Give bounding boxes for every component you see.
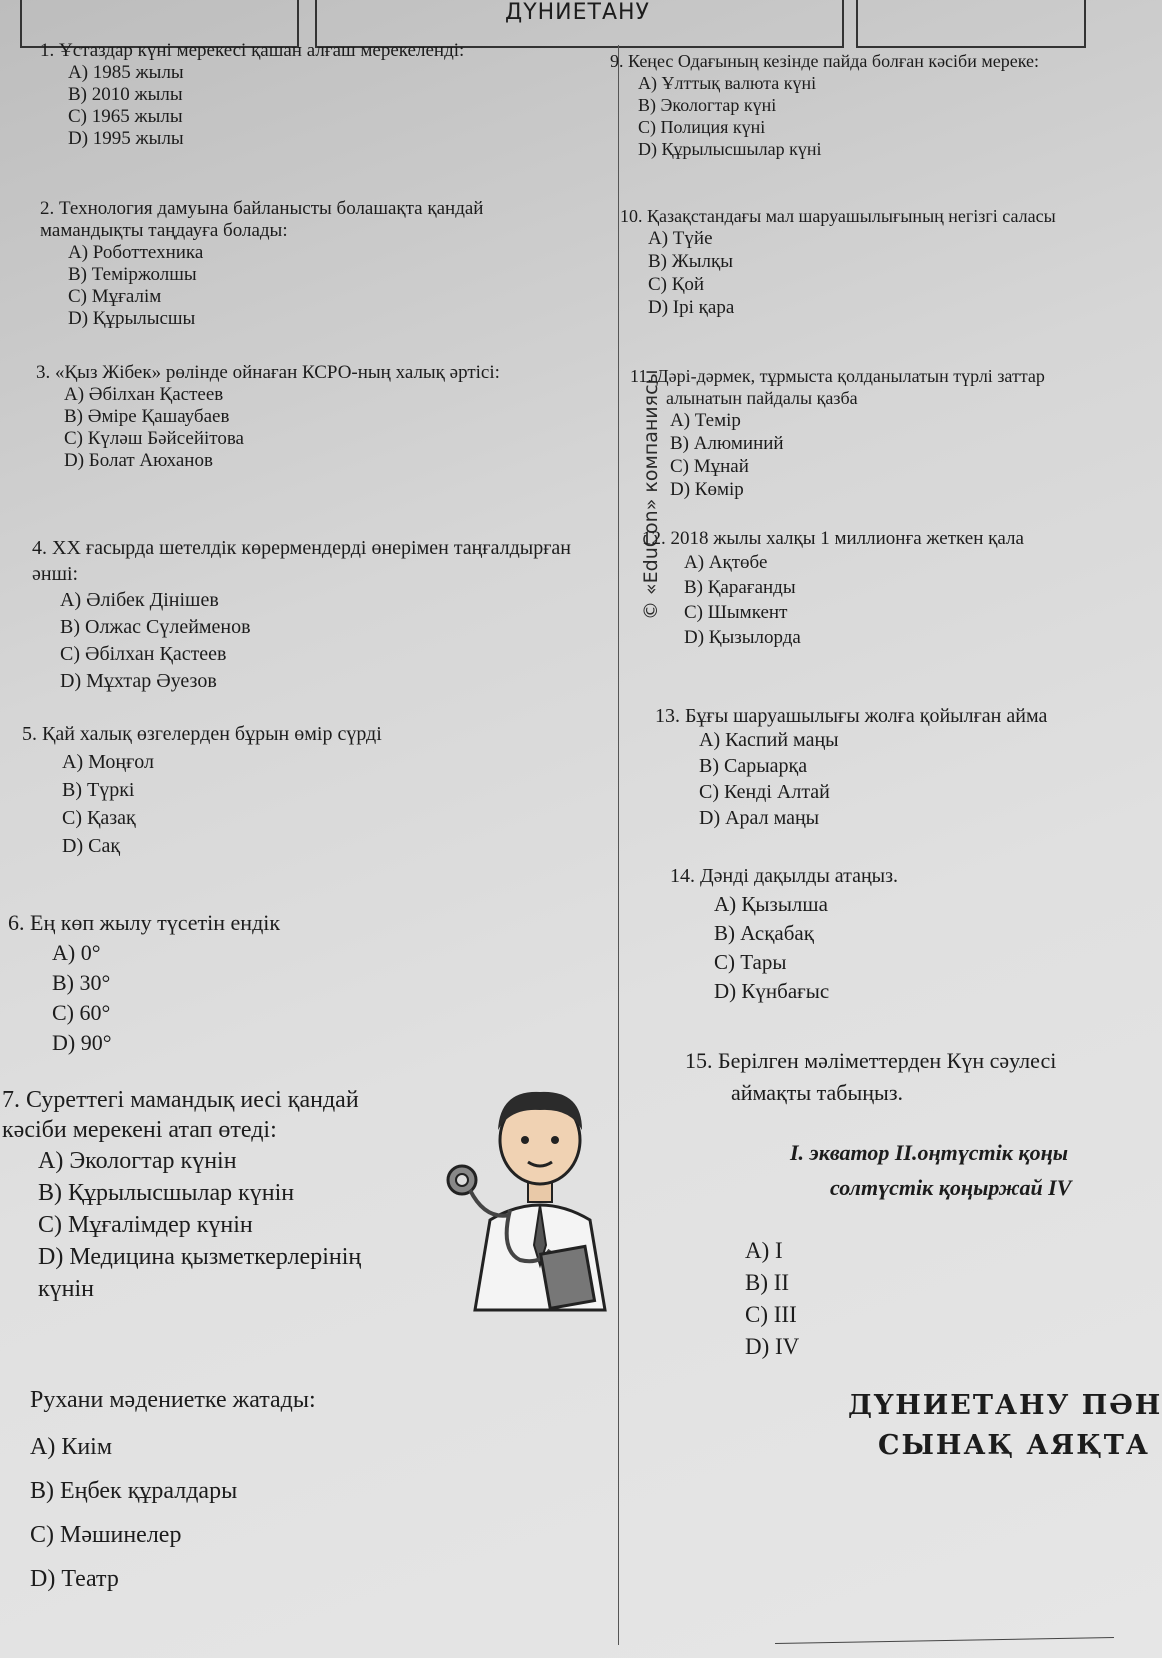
option-c[interactable]: C) Мәшинелер: [30, 1522, 182, 1548]
question-text: 9. Кеңес Одағының кезінде пайда болған кәсіби мереке:: [610, 51, 1039, 71]
question-13: [655, 705, 1114, 831]
question-15: [685, 1045, 1114, 1109]
option-c[interactable]: C) ІІІ: [745, 1302, 797, 1327]
option-d[interactable]: D) Көмір: [670, 479, 744, 500]
option-a[interactable]: A) Каспий маңы: [699, 729, 839, 751]
question-text: 6. Ең көп жылу түсетін ендік: [8, 910, 281, 935]
option-c[interactable]: C) Полиция күні: [638, 117, 766, 137]
option-b[interactable]: B) Теміржолшы: [68, 264, 197, 285]
option-b[interactable]: B) Экологтар күні: [638, 95, 777, 115]
option-c[interactable]: C) Әбілхан Қастеев: [60, 643, 227, 665]
page-title: ДҮНИЕТАНУ: [505, 0, 650, 25]
question-8: [30, 1385, 450, 1601]
option-b[interactable]: B) Қарағанды: [684, 577, 796, 598]
bottom-rule: [775, 1637, 1114, 1644]
option-a[interactable]: A) Қызылша: [714, 892, 828, 916]
option-b[interactable]: B) Құрылысшылар күнін: [38, 1180, 295, 1206]
option-a[interactable]: A) Экологтар күнін: [38, 1148, 237, 1174]
question-text: 5. Қай халық өзгелерден бұрын өмір сүрді: [22, 723, 382, 745]
footer-title-line-1: ДҮНИЕТАНУ ПӘН: [848, 1390, 1162, 1421]
option-b[interactable]: B) Сарыарқа: [699, 755, 808, 777]
option-a[interactable]: A) Ақтөбе: [684, 552, 768, 573]
option-d[interactable]: D) 90°: [52, 1030, 112, 1055]
question-9: [610, 50, 1050, 160]
question-1: [40, 40, 470, 150]
question-text: 10. Қазақстандағы мал шаруашылығының негізгі саласы: [620, 206, 1056, 226]
footer-title-line-2: СЫНАҚ АЯҚТА: [878, 1430, 1150, 1461]
option-a[interactable]: A) Темір: [670, 410, 741, 431]
question-text: 7. Суреттегі мамандық иесі қандай кәсіби мерекені атап өтеді:: [2, 1087, 359, 1143]
option-c[interactable]: C) 1965 жылы: [68, 106, 183, 127]
question-11: [630, 365, 1085, 501]
question-text: Рухани мәдениетке жатады:: [30, 1387, 316, 1413]
option-b[interactable]: B) Еңбек құралдары: [30, 1478, 238, 1504]
option-a[interactable]: A) Моңғол: [62, 751, 155, 773]
option-b[interactable]: B) Алюминий: [670, 433, 784, 454]
doctor-illustration: [440, 1070, 640, 1310]
question-text: 15. Берілген мәліметтерден Күн сәулесі аймақты табыңыз.: [685, 1048, 1057, 1105]
option-c[interactable]: C) Тары: [714, 950, 787, 974]
option-b[interactable]: B) 2010 жылы: [68, 84, 183, 105]
option-b[interactable]: B) Олжас Сүлейменов: [60, 616, 251, 638]
option-d[interactable]: D) Медицина қызметкерлерінің күнін: [38, 1244, 362, 1302]
question-text: 4. XX ғасырда шетелдік көрермендерді өнерімен таңғалдырған әнші:: [32, 537, 572, 585]
option-c[interactable]: C) Мұғалімдер күнін: [38, 1212, 253, 1238]
option-d[interactable]: D) Күнбағыс: [714, 979, 830, 1003]
question-text: 13. Бұғы шаруашылығы жолға қойылған айма: [655, 705, 1048, 727]
question-text: 2. Технология дамуына байланысты болашақта қандай мамандықты таңдауға болады:: [40, 198, 484, 241]
question-4: [32, 535, 592, 695]
option-a[interactable]: A) І: [745, 1238, 783, 1263]
option-d[interactable]: D) Сақ: [62, 835, 121, 857]
question-5: [22, 720, 582, 860]
question-10: [620, 205, 1075, 319]
question-text: 12. 2018 жылы халқы 1 миллионға жеткен қала: [642, 528, 1024, 549]
option-a[interactable]: A) Роботтехника: [68, 242, 204, 263]
watermark: © «EduCon» компаниясы: [640, 369, 662, 620]
option-a[interactable]: A) 1985 жылы: [68, 62, 184, 83]
option-c[interactable]: C) Қазақ: [62, 807, 136, 829]
option-c[interactable]: C) Кенді Алтай: [699, 781, 830, 803]
option-c[interactable]: C) 60°: [52, 1000, 111, 1025]
question-12: [642, 528, 1112, 650]
option-b[interactable]: B) Түркі: [62, 779, 135, 801]
option-a[interactable]: A) Киім: [30, 1434, 113, 1460]
zone-list-line-1: І. экватор ІІ.оңтүстік қоңы: [790, 1140, 1069, 1165]
option-d[interactable]: D) Ірі қара: [648, 297, 735, 318]
question-15-options: [745, 1235, 945, 1363]
option-b[interactable]: B) Әміре Қашаубаев: [64, 406, 230, 427]
question-text: 11. Дәрі-дәрмек, тұрмыста қолданылатын түрлі заттар алынатын пайдалы қазба: [630, 366, 1045, 408]
option-b[interactable]: B) 30°: [52, 970, 111, 995]
option-d[interactable]: D) Қызылорда: [684, 627, 801, 648]
question-text: 14. Дәнді дақылды атаңыз.: [670, 865, 899, 887]
option-a[interactable]: A) 0°: [52, 940, 101, 965]
option-c[interactable]: C) Күләш Бәйсейітова: [64, 428, 244, 449]
option-c[interactable]: C) Мұнай: [670, 456, 749, 477]
question-2: [40, 198, 580, 330]
option-c[interactable]: C) Шымкент: [684, 602, 788, 623]
option-a[interactable]: A) Түйе: [648, 228, 713, 249]
option-d[interactable]: D) Құрылысшылар күні: [638, 139, 822, 159]
column-divider: [618, 45, 619, 1645]
option-d[interactable]: D) Құрылысшы: [68, 308, 196, 329]
option-b[interactable]: B) ІІ: [745, 1270, 790, 1295]
option-c[interactable]: C) Қой: [648, 274, 705, 295]
option-b[interactable]: B) Асқабақ: [714, 921, 814, 945]
option-c[interactable]: C) Мұғалім: [68, 286, 162, 307]
question-text: 3. «Қыз Жібек» рөлінде ойнаған КСРО-ның халық әртісі:: [36, 362, 500, 383]
option-a[interactable]: A) Әлібек Дінішев: [60, 589, 219, 611]
option-d[interactable]: D) Арал маңы: [699, 807, 820, 829]
zone-list-line-2: солтүстік қоңыржай ІV: [830, 1175, 1072, 1200]
question-14: [670, 862, 1090, 1006]
question-3: [36, 362, 596, 472]
option-d[interactable]: D) Болат Аюханов: [64, 450, 213, 471]
doctor-figure: [448, 1092, 605, 1310]
option-d[interactable]: D) 1995 жылы: [68, 128, 184, 149]
question-7: [2, 1085, 397, 1305]
option-d[interactable]: D) Театр: [30, 1566, 119, 1592]
option-a[interactable]: A) Әбілхан Қастеев: [64, 384, 224, 405]
question-text: 1. Ұстаздар күні мерекесі қашан алғаш мерекеленді:: [40, 40, 465, 61]
option-d[interactable]: D) ІV: [745, 1334, 800, 1359]
option-a[interactable]: A) Ұлттық валюта күні: [638, 73, 817, 93]
option-d[interactable]: D) Мұхтар Әуезов: [60, 670, 217, 692]
header-box-right: [856, 0, 1086, 48]
option-b[interactable]: B) Жылқы: [648, 251, 734, 272]
question-6: [8, 908, 568, 1058]
